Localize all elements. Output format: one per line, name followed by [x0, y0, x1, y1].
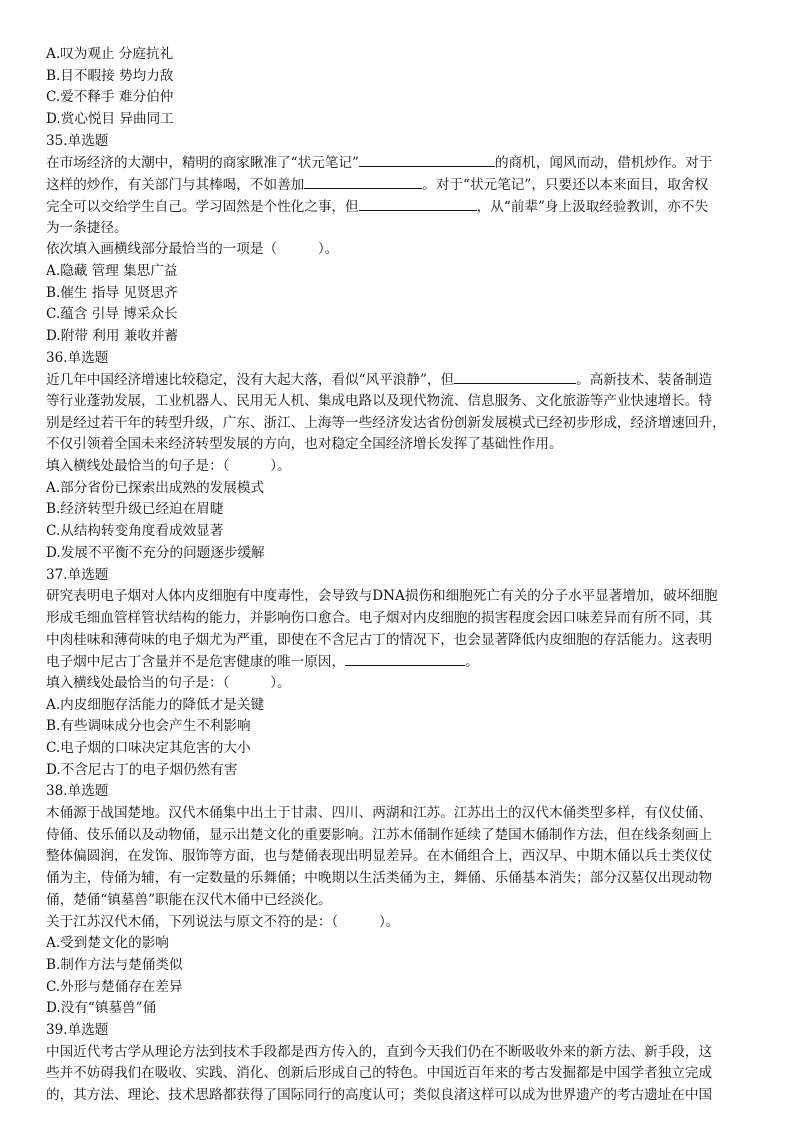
q37-passage-line — [46, 651, 760, 673]
q37-prompt: 填入横线处最恰当的句子是：（ ）。 — [46, 674, 291, 691]
q35-prompt: 依次填入画横线部分最恰当的一项是（ ）。 — [46, 241, 339, 258]
q35-header: 35.单选题 — [46, 132, 109, 149]
q36-text: 。高新技术、装备制造 — [576, 372, 713, 389]
q36-passage-line: 别是经过若干年的转型升级，广东、浙江、上海等一些经济发达省份创新发展模式已经初步形成，经济增速回升， — [46, 414, 726, 431]
q36-passage-line: 不仅引领着全国未来经济转型发展的方向，也对稳定全国经济增长发挥了基础性作用。 — [46, 436, 563, 453]
q37-text: 。 — [465, 654, 479, 671]
q38-option-d[interactable]: D.没有“镇墓兽”俑 — [46, 1000, 157, 1017]
q37-option-a[interactable]: A.内皮细胞存活能力的降低才是关键 — [46, 696, 265, 713]
q38-option-c[interactable]: C.外形与楚俑存在差异 — [46, 978, 183, 995]
q36-option-c[interactable]: C.从结构转变角度看成效显著 — [46, 523, 224, 540]
q38-prompt: 关于江苏汉代木俑，下列说法与原文不符的是：（ ）。 — [46, 913, 400, 930]
q35-option-b[interactable]: B.催生 指导 见贤思齐 — [46, 284, 178, 301]
q35-passage-line: 为一条捷径。 — [46, 219, 128, 236]
q38-passage-line: 侍俑、伎乐俑以及动物俑，显示出楚文化的重要影响。江苏木俑制作延续了楚国木俑制作方法，但在线条刻画上 — [46, 826, 713, 843]
q35-passage-line — [46, 174, 760, 196]
q38-passage-line: 木俑源于战国楚地。汉代木俑集中出土于甘肃、四川、两湖和江苏。江苏出土的汉代木俑类型多样，有仪仗俑、 — [46, 805, 713, 822]
q39-passage-line: 中国近代考古学从理论方法到技术手段都是西方传入的，直到今天我们仍在不断吸收外来的新方法、新手段，这 — [46, 1043, 713, 1060]
q37-passage-line: 研究表明电子烟对人体内皮细胞有中度毒性，会导致与DNA损伤和细胞死亡有关的分子水平显著增加，破坏细胞 — [46, 588, 718, 605]
q35-passage-line — [46, 196, 760, 218]
q38-header: 38.单选题 — [46, 783, 109, 800]
q36-header: 36.单选题 — [46, 349, 109, 366]
q35-option-d[interactable]: D.附带 利用 兼收并蓄 — [46, 327, 179, 344]
q38-passage-line: 俑为主，侍俑为辅，有一定数量的乐舞俑；中晚期以生活类俑为主，舞俑、乐俑基本消失；部分汉墓仅出现动物 — [46, 870, 713, 887]
q38-passage-line: 整体偏圆润，在发饰、服饰等方面，也与楚俑表现出明显差异。在木俑组合上，西汉早、中期木俑以兵士类仪仗 — [46, 848, 713, 865]
q36-passage-line: 等行业蓬勃发展，工业机器人、民用无人机、集成电路以及现代物流、信息服务、文化旅游等产业快速增长。特 — [46, 393, 713, 409]
q35-blank-1 — [359, 152, 495, 167]
q36-option-d[interactable]: D.发展不平衡不充分的问题逐步缓解 — [46, 544, 265, 561]
q38-option-a[interactable]: A.受到楚文化的影响 — [46, 935, 169, 952]
q38-passage-line: 俑，楚俑“镇墓兽”职能在汉代木俑中已经淡化。 — [46, 891, 332, 908]
q36-prompt: 填入横线处最恰当的句子是：（ ）。 — [46, 458, 291, 475]
q37-passage-line: 中肉桂味和薄荷味的电子烟尤为严重，即使在不含尼古丁的情况下，也会显著降低内皮细胞的存活能力。这表明 — [46, 631, 713, 648]
q36-option-a[interactable]: A.部分省份已探索出成熟的发展模式 — [46, 479, 265, 496]
q35-passage-line — [46, 152, 760, 174]
q39-passage-line: 些并不妨碍我们在吸收、实践、消化、创新后形成自己的特色。中国近百年来的考古发掘都是中国学者独立完成 — [46, 1065, 713, 1082]
q35-text: 这样的炒作，有关部门与其棒喝，不如善加 — [46, 177, 305, 194]
q39-passage-line: 的，其方法、理论、技术思路都获得了国际同行的高度认可；类似良渚这样可以成为世界遗产的考古遗址在中国 — [46, 1087, 713, 1103]
q35-option-c[interactable]: C.蕴含 引导 博采众长 — [46, 306, 178, 323]
q35-text: ，从“前辈”身上汲取经验教训，亦不失 — [476, 198, 709, 215]
q35-text: 的商机，闻风而动，借机炒作。对于 — [494, 155, 713, 172]
q37-text: 电子烟中尼古丁含量并不是危害健康的唯一原因， — [46, 654, 346, 671]
q35-blank-2 — [304, 174, 422, 189]
q37-option-c[interactable]: C.电子烟的口味决定其危害的大小 — [46, 740, 251, 756]
q39-header: 39.单选题 — [46, 1021, 109, 1038]
q36-text: 近几年中国经济增速比较稳定，没有大起大落，看似“风平浪静”，但 — [46, 372, 455, 389]
q36-blank — [454, 369, 576, 384]
q34-option-b[interactable]: B.目不暇接 势均力敌 — [46, 67, 174, 84]
q34-option-d[interactable]: D.赏心悦目 异曲同工 — [46, 111, 174, 128]
q34-option-c[interactable]: C.爱不释手 难分伯仲 — [46, 89, 174, 106]
q35-text: 完全可以交给学生自己。学习固然是个性化之事，但 — [46, 198, 359, 215]
q37-passage-line: 形成毛细血管样管状结构的能力，并影响伤口愈合。电子烟对内皮细胞的损害程度会因口味差异而有所不同，其 — [46, 609, 713, 626]
q34-option-a[interactable]: A.叹为观止 分庭抗礼 — [46, 46, 174, 62]
q36-option-b[interactable]: B.经济转型升级已经迫在眉睫 — [46, 501, 224, 518]
q36-passage-line — [46, 369, 760, 391]
q37-header: 37.单选题 — [46, 566, 109, 583]
q37-blank — [345, 651, 465, 666]
q37-option-b[interactable]: B.有些调味成分也会产生不利影响 — [46, 718, 251, 735]
q38-option-b[interactable]: B.制作方法与楚俑类似 — [46, 956, 183, 973]
q35-text: 在市场经济的大潮中，精明的商家瞅准了“状元笔记” — [46, 155, 359, 172]
q37-option-d[interactable]: D.不含尼古丁的电子烟仍然有害 — [46, 761, 238, 778]
q35-option-a[interactable]: A.隐藏 管理 集思广益 — [46, 262, 178, 279]
q35-text: 。对于“状元笔记”，只要还以本来面目，取舍权 — [422, 177, 709, 194]
q35-blank-3 — [359, 196, 477, 211]
